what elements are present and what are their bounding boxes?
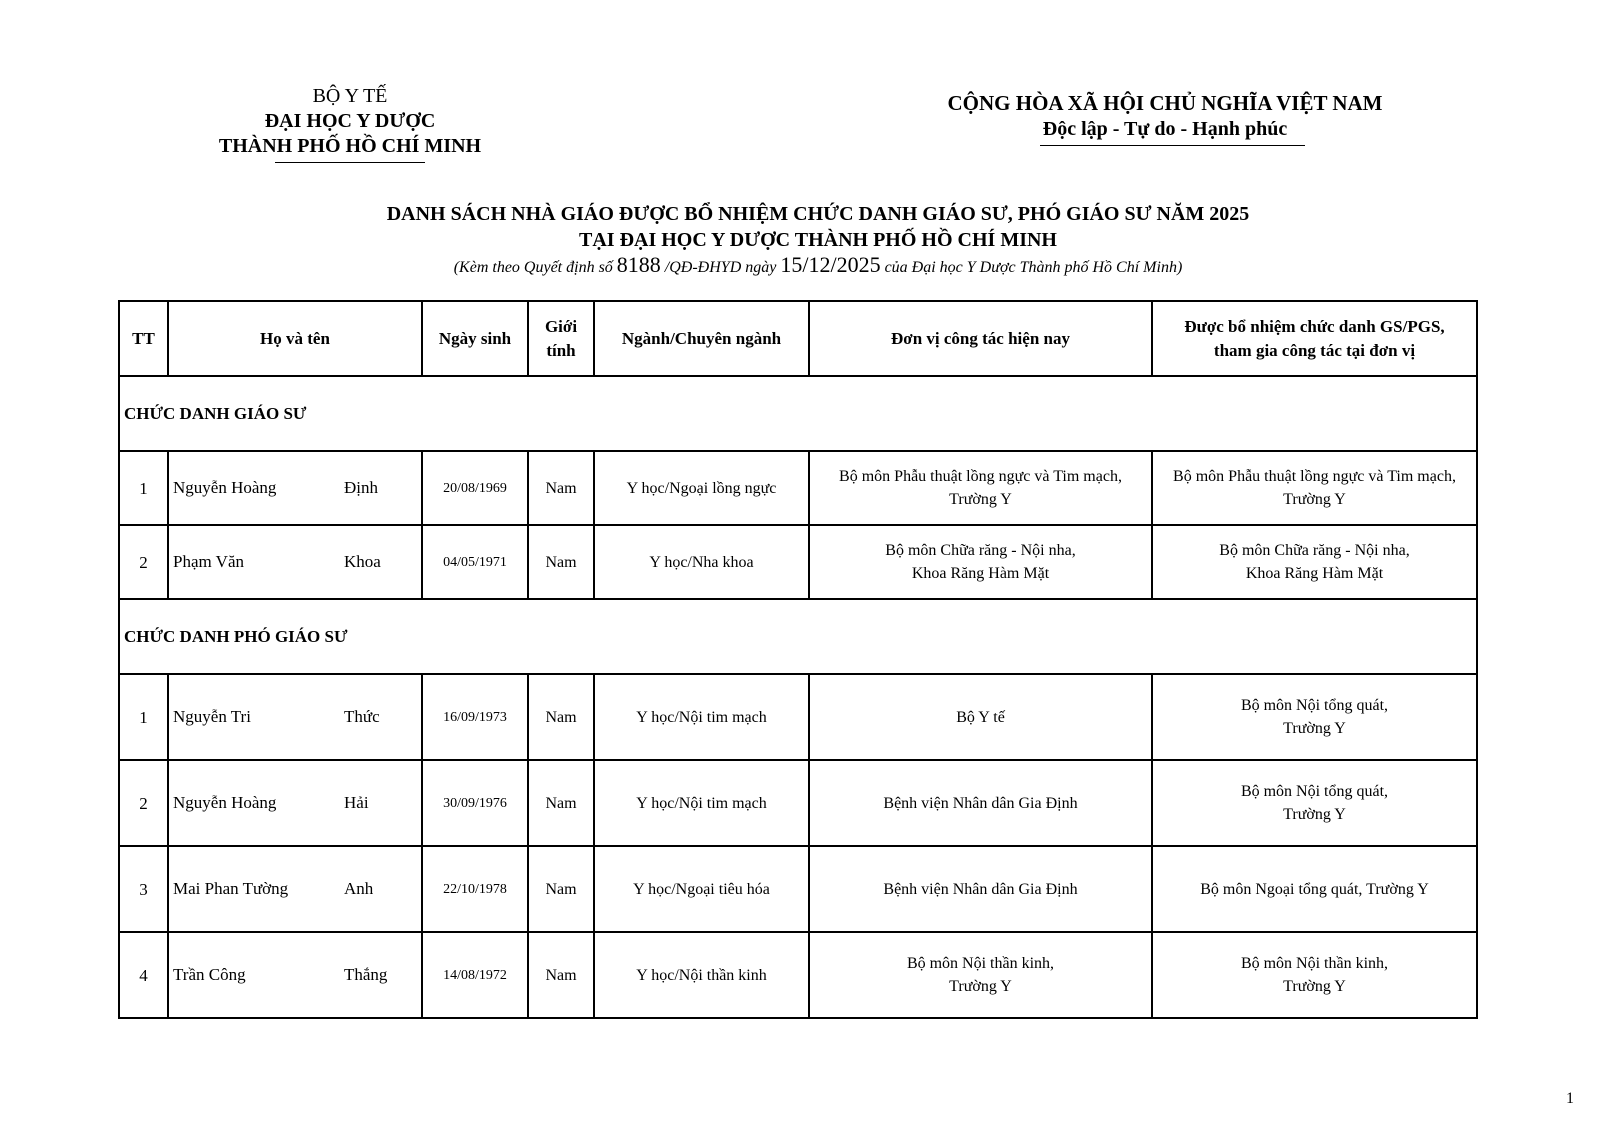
row-gender: Nam	[528, 846, 594, 932]
row-unit	[809, 932, 1152, 1018]
row-dob: 16/09/1973	[422, 674, 528, 760]
row-gender: Nam	[528, 674, 594, 760]
header-ministry	[195, 84, 505, 159]
row-appointed-line2: Khoa Răng Hàm Mặt	[1245, 565, 1384, 582]
row-gender: Nam	[528, 932, 594, 1018]
row-unit-line2: Khoa Răng Hàm Mặt	[911, 565, 1050, 582]
header-right-underline	[1040, 145, 1305, 146]
national-title: CỘNG HÒA XÃ HỘI CHỦ NGHĨA VIỆT NAM	[947, 91, 1383, 115]
col-header-appointed-line2: tham gia công tác tại đơn vị	[1213, 340, 1416, 360]
row-dob: 14/08/1972	[422, 932, 528, 1018]
decision-date: 15/12/2025	[780, 252, 881, 277]
row-first-name: Thắng	[344, 965, 388, 984]
col-header-appointed-line1: Được bổ nhiệm chức danh GS/PGS,	[1184, 316, 1445, 336]
row-appointed-line1: Bộ môn Chữa răng - Nội nha,	[1219, 542, 1410, 559]
table-row	[119, 760, 1477, 846]
table-row	[119, 846, 1477, 932]
row-appointed-line1: Bộ môn Nội thần kinh,	[1240, 955, 1389, 972]
row-appointed-line1: Bộ môn Ngoại tổng quát, Trường Y	[1200, 880, 1429, 898]
col-header-tt: TT	[119, 301, 168, 376]
row-dob: 30/09/1976	[422, 760, 528, 846]
section-row-professor	[119, 376, 1477, 451]
row-unit-line1: Bộ môn Chữa răng - Nội nha,	[885, 542, 1076, 559]
header-national	[915, 90, 1415, 142]
row-gender: Nam	[528, 525, 594, 599]
col-header-gender-line2: tính	[546, 340, 576, 360]
col-header-gender-line1: Giới	[544, 316, 578, 336]
row-appointed-line2: Trường Y	[1283, 491, 1346, 508]
subtitle-prefix: (Kèm theo Quyết định số	[453, 259, 617, 276]
subtitle-mid: /QĐ-ĐHYD ngày	[660, 259, 781, 276]
section-row-associate-professor	[119, 599, 1477, 674]
title-line-2: TẠI ĐẠI HỌC Y DƯỢC THÀNH PHỐ HỒ CHÍ MINH	[579, 229, 1057, 251]
row-appointed-line2: Trường Y	[1283, 978, 1346, 995]
table-row	[119, 932, 1477, 1018]
col-header-gender	[528, 301, 594, 376]
section-title-associate-professor: CHỨC DANH PHÓ GIÁO SƯ	[119, 599, 1477, 674]
row-dob: 20/08/1969	[422, 451, 528, 525]
row-appointed-line1: Bộ môn Phẫu thuật lồng ngực và Tim mạch,	[1173, 468, 1456, 485]
row-tt: 1	[119, 451, 168, 525]
header-left-underline	[275, 162, 425, 163]
row-last-name: Nguyễn Hoàng	[173, 478, 277, 497]
row-unit-line1: Bộ môn Phẫu thuật lồng ngực và Tim mạch,	[839, 468, 1122, 485]
row-last-name: Phạm Văn	[173, 552, 244, 571]
row-appointed-line2: Trường Y	[1283, 806, 1346, 823]
row-field: Y học/Ngoại lồng ngực	[594, 451, 809, 525]
col-header-appointed	[1152, 301, 1477, 376]
row-gender: Nam	[528, 760, 594, 846]
row-dob: 04/05/1971	[422, 525, 528, 599]
row-appointed-line2: Trường Y	[1283, 720, 1346, 737]
row-field: Y học/Ngoại tiêu hóa	[594, 846, 809, 932]
ministry-name: BỘ Y TẾ	[312, 85, 388, 107]
row-field: Y học/Nội thần kinh	[594, 932, 809, 1018]
decision-number: 8188	[616, 252, 661, 277]
row-appointed	[1152, 760, 1477, 846]
roster-table	[118, 300, 1478, 1019]
row-name	[168, 674, 422, 760]
row-appointed	[1152, 846, 1477, 932]
row-unit-line1: Bộ môn Nội thần kinh,	[906, 955, 1055, 972]
row-unit	[809, 846, 1152, 932]
row-unit-line2: Trường Y	[949, 491, 1012, 508]
row-tt: 2	[119, 525, 168, 599]
title-subtitle	[0, 253, 1600, 280]
row-name	[168, 525, 422, 599]
row-first-name: Khoa	[344, 552, 381, 571]
row-last-name: Nguyễn Tri	[173, 707, 251, 726]
row-tt: 3	[119, 846, 168, 932]
section-title-professor: CHỨC DANH GIÁO SƯ	[119, 376, 1477, 451]
row-unit-line1: Bệnh viện Nhân dân Gia Định	[883, 794, 1078, 812]
col-header-name: Họ và tên	[168, 301, 422, 376]
title-line-1: DANH SÁCH NHÀ GIÁO ĐƯỢC BỔ NHIỆM CHỨC DANH GIÁO SƯ, PHÓ GIÁO SƯ NĂM 2025	[386, 203, 1250, 225]
row-appointed-line1: Bộ môn Nội tổng quát,	[1240, 697, 1389, 714]
page-number: 1	[1566, 1090, 1574, 1107]
row-tt: 1	[119, 674, 168, 760]
row-first-name: Định	[344, 478, 378, 497]
row-name	[168, 846, 422, 932]
row-unit	[809, 451, 1152, 525]
row-appointed	[1152, 932, 1477, 1018]
col-header-dob: Ngày sinh	[422, 301, 528, 376]
row-unit-line1: Bộ Y tế	[956, 708, 1005, 726]
row-first-name: Thức	[344, 707, 380, 726]
row-unit	[809, 760, 1152, 846]
table-header-row	[119, 301, 1477, 376]
table-row	[119, 451, 1477, 525]
row-last-name: Trần Công	[173, 965, 246, 984]
university-city: THÀNH PHỐ HỒ CHÍ MINH	[218, 135, 482, 157]
row-unit	[809, 525, 1152, 599]
row-field: Y học/Nội tim mạch	[594, 674, 809, 760]
row-name	[168, 451, 422, 525]
row-tt: 2	[119, 760, 168, 846]
row-name	[168, 932, 422, 1018]
row-dob: 22/10/1978	[422, 846, 528, 932]
table-row	[119, 674, 1477, 760]
row-first-name: Anh	[344, 879, 374, 898]
row-field: Y học/Nội tim mạch	[594, 760, 809, 846]
document-title	[0, 201, 1600, 280]
row-appointed	[1152, 674, 1477, 760]
row-field: Y học/Nha khoa	[594, 525, 809, 599]
national-motto: Độc lập - Tự do - Hạnh phúc	[1042, 118, 1288, 140]
col-header-unit: Đơn vị công tác hiện nay	[809, 301, 1152, 376]
row-appointed	[1152, 451, 1477, 525]
row-unit	[809, 674, 1152, 760]
row-unit-line1: Bệnh viện Nhân dân Gia Định	[883, 880, 1078, 898]
row-name	[168, 760, 422, 846]
row-appointed	[1152, 525, 1477, 599]
row-appointed-line1: Bộ môn Nội tổng quát,	[1240, 783, 1389, 800]
university-name: ĐẠI HỌC Y DƯỢC	[264, 110, 436, 132]
row-unit-line2: Trường Y	[949, 978, 1012, 995]
col-header-field: Ngành/Chuyên ngành	[594, 301, 809, 376]
row-last-name: Mai Phan Tường	[173, 879, 289, 898]
table-row	[119, 525, 1477, 599]
row-tt: 4	[119, 932, 168, 1018]
row-gender: Nam	[528, 451, 594, 525]
subtitle-suffix: của Đại học Y Dược Thành phố Hồ Chí Minh)	[880, 259, 1183, 276]
row-first-name: Hải	[344, 793, 369, 812]
row-last-name: Nguyễn Hoàng	[173, 793, 277, 812]
